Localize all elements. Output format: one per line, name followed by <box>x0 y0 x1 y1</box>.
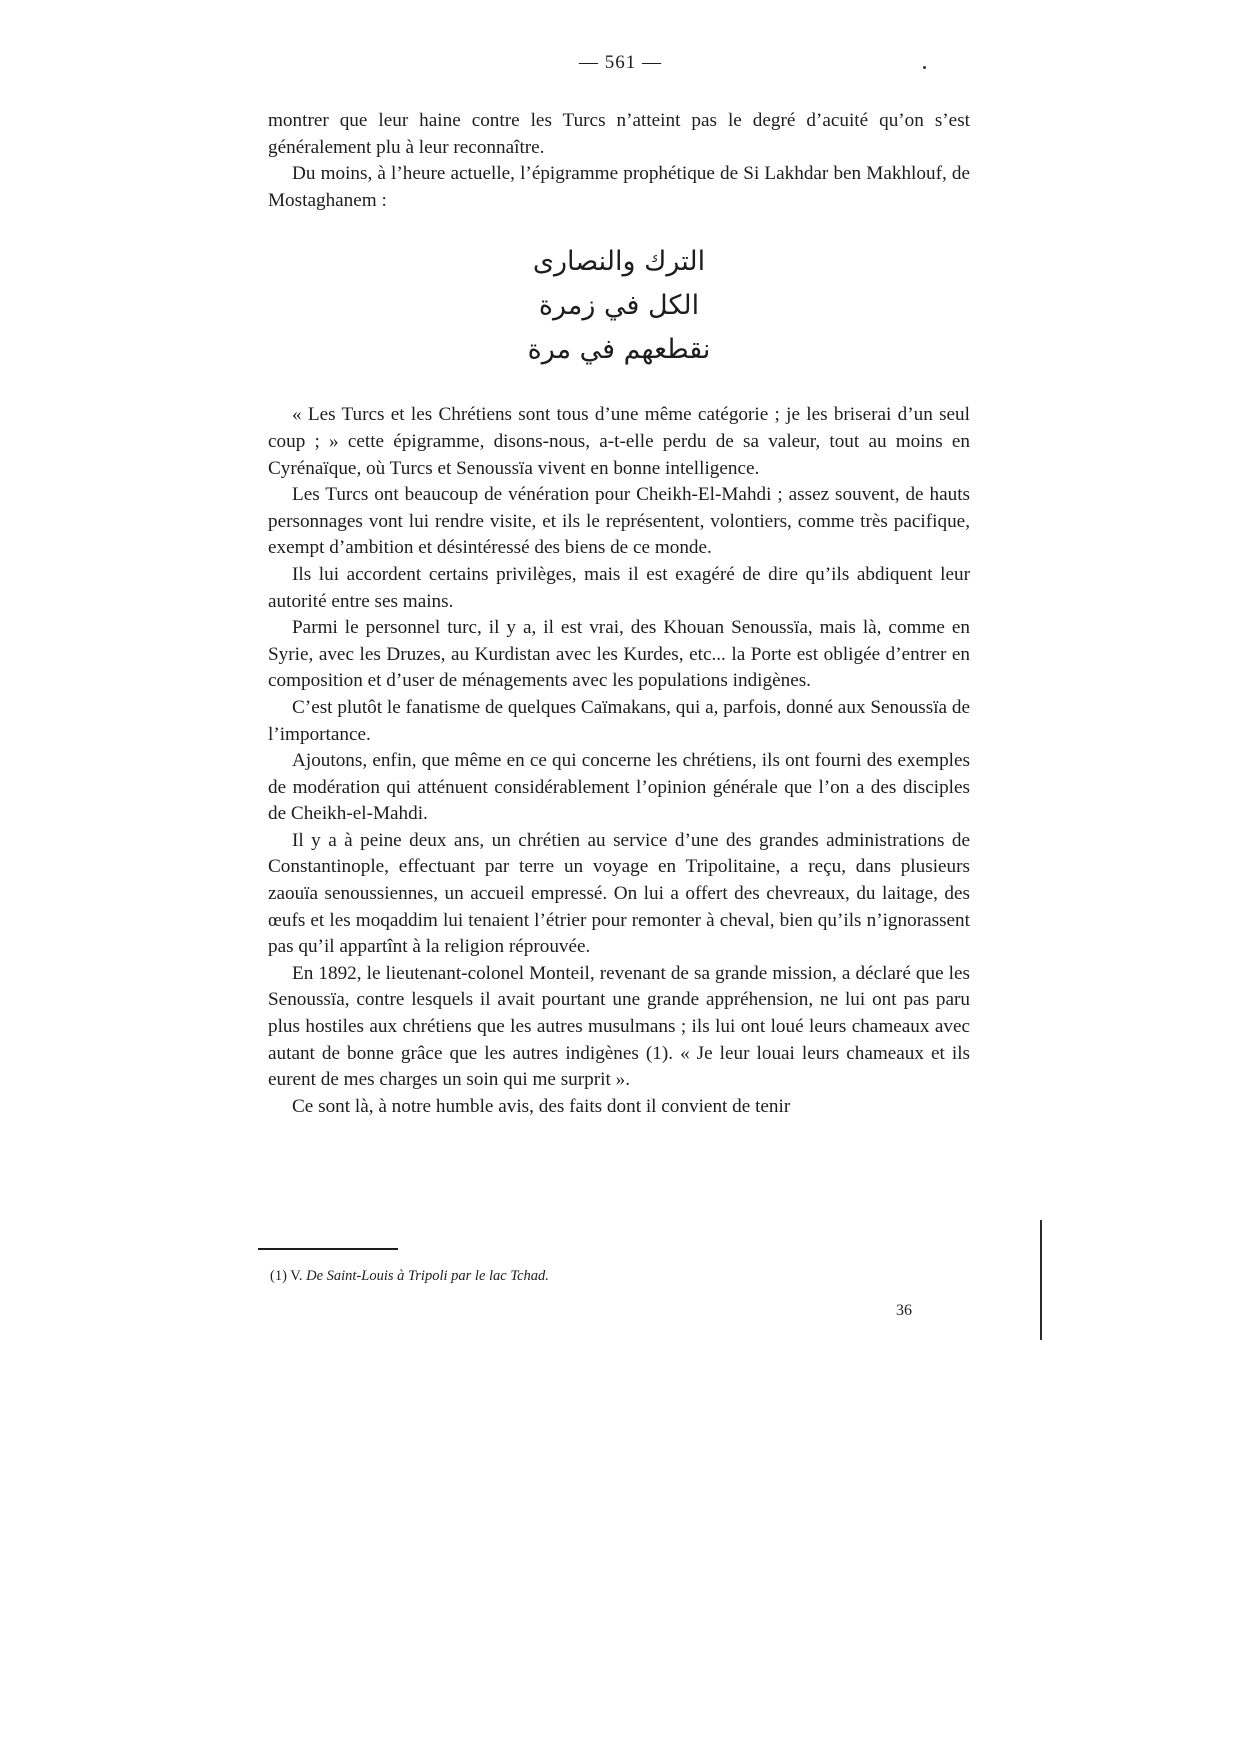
signature-mark: 36 <box>896 1302 912 1319</box>
footnote-divider <box>258 1248 398 1250</box>
paragraph: montrer que leur haine contre les Turcs n’atteint pas le degré d’acuité qu’on s’est généralement plu à leur reconnaître. <box>268 110 970 158</box>
paragraph: C’est plutôt le fanatisme de quelques Caïmakans, qui a, parfois, donné aux Senoussïa de l’importance. <box>268 696 970 745</box>
arabic-verse-line: الترك والنصارى <box>532 246 706 278</box>
paragraph: Parmi le personnel turc, il y a, il est vrai, des Khouan Senoussïa, mais là, comme en Syrie, avec les Druzes, au Kurdistan avec les Kurdes, etc... la Porte est obligée d’entrer en composition et d’user de ménagements avec les populations indigènes. <box>268 617 970 692</box>
page-number: — 561 — <box>579 52 662 73</box>
scan-edge-mark <box>1040 1220 1042 1340</box>
paragraph: Ce sont là, à notre humble avis, des faits dont il convient de tenir <box>292 1095 791 1117</box>
footnote <box>270 1268 549 1285</box>
footnote-text: De Saint-Louis à Tripoli par le lac Tchad. <box>306 1268 549 1284</box>
arabic-verse-line: الكل في زمرة <box>538 290 700 322</box>
paragraph: Les Turcs ont beaucoup de vénération pour Cheikh-El-Mahdi ; assez souvent, de hauts personnages vont lui rendre visite, et ils le représentent, volontiers, comme très pacifique, exempt d’ambition et désintéressé des biens de ce monde. <box>268 484 970 559</box>
paragraph: Du moins, à l’heure actuelle, l’épigramme prophétique de Si Lakhdar ben Makhlouf, de Mostaghanem : <box>268 163 970 211</box>
arabic-verse-line: نقطعهم في مرة <box>527 334 711 366</box>
body-text <box>268 108 970 1120</box>
footnote-marker: (1) V. <box>270 1268 303 1284</box>
paragraph: Ajoutons, enfin, que même en ce qui concerne les chrétiens, ils ont fourni des exemples de modération qui atténuent considérablement l’opinion générale que l’on a des disciples de Cheikh-el-Mahdi. <box>268 750 970 825</box>
paragraph: « Les Turcs et les Chrétiens sont tous d’une même catégorie ; je les briserai d’un seul coup ; » cette épigramme, disons-nous, a-t-elle perdu de sa valeur, tout au moins en Cyrénaïque, où Turcs et Senoussïa vivent en bonne intelligence. <box>268 404 970 479</box>
paragraph: Il y a à peine deux ans, un chrétien au service d’une des grandes administrations de Constantinople, effectuant par terre un voyage en Tripolitaine, a reçu, dans plusieurs zaouïa senoussiennes, un accueil empressé. On lui a offert des chevreaux, du laitage, des œufs et les moqaddim lui tenaient l’étrier pour remonter à cheval, bien qu’ils n’ignorassent pas qu’il appartînt à la religion réprouvée. <box>268 829 970 958</box>
arabic-epigram <box>268 240 970 372</box>
paragraph: Ils lui accordent certains privilèges, mais il est exagéré de dire qu’ils abdiquent leur autorité entre ses mains. <box>268 563 970 612</box>
scan-speck <box>923 66 926 69</box>
paragraph: En 1892, le lieutenant-colonel Monteil, revenant de sa grande mission, a déclaré que les Senoussïa, contre lesquels il avait pourtant une grande appréhension, ne lui ont pas paru plus hostiles aux chrétiens que les autres musulmans ; ils lui ont loué leurs chameaux avec autant de bonne grâce que les autres indigènes (1). « Je leur louai leurs chameaux et ils eurent de mes charges un soin qui me surprit ». <box>268 962 970 1091</box>
